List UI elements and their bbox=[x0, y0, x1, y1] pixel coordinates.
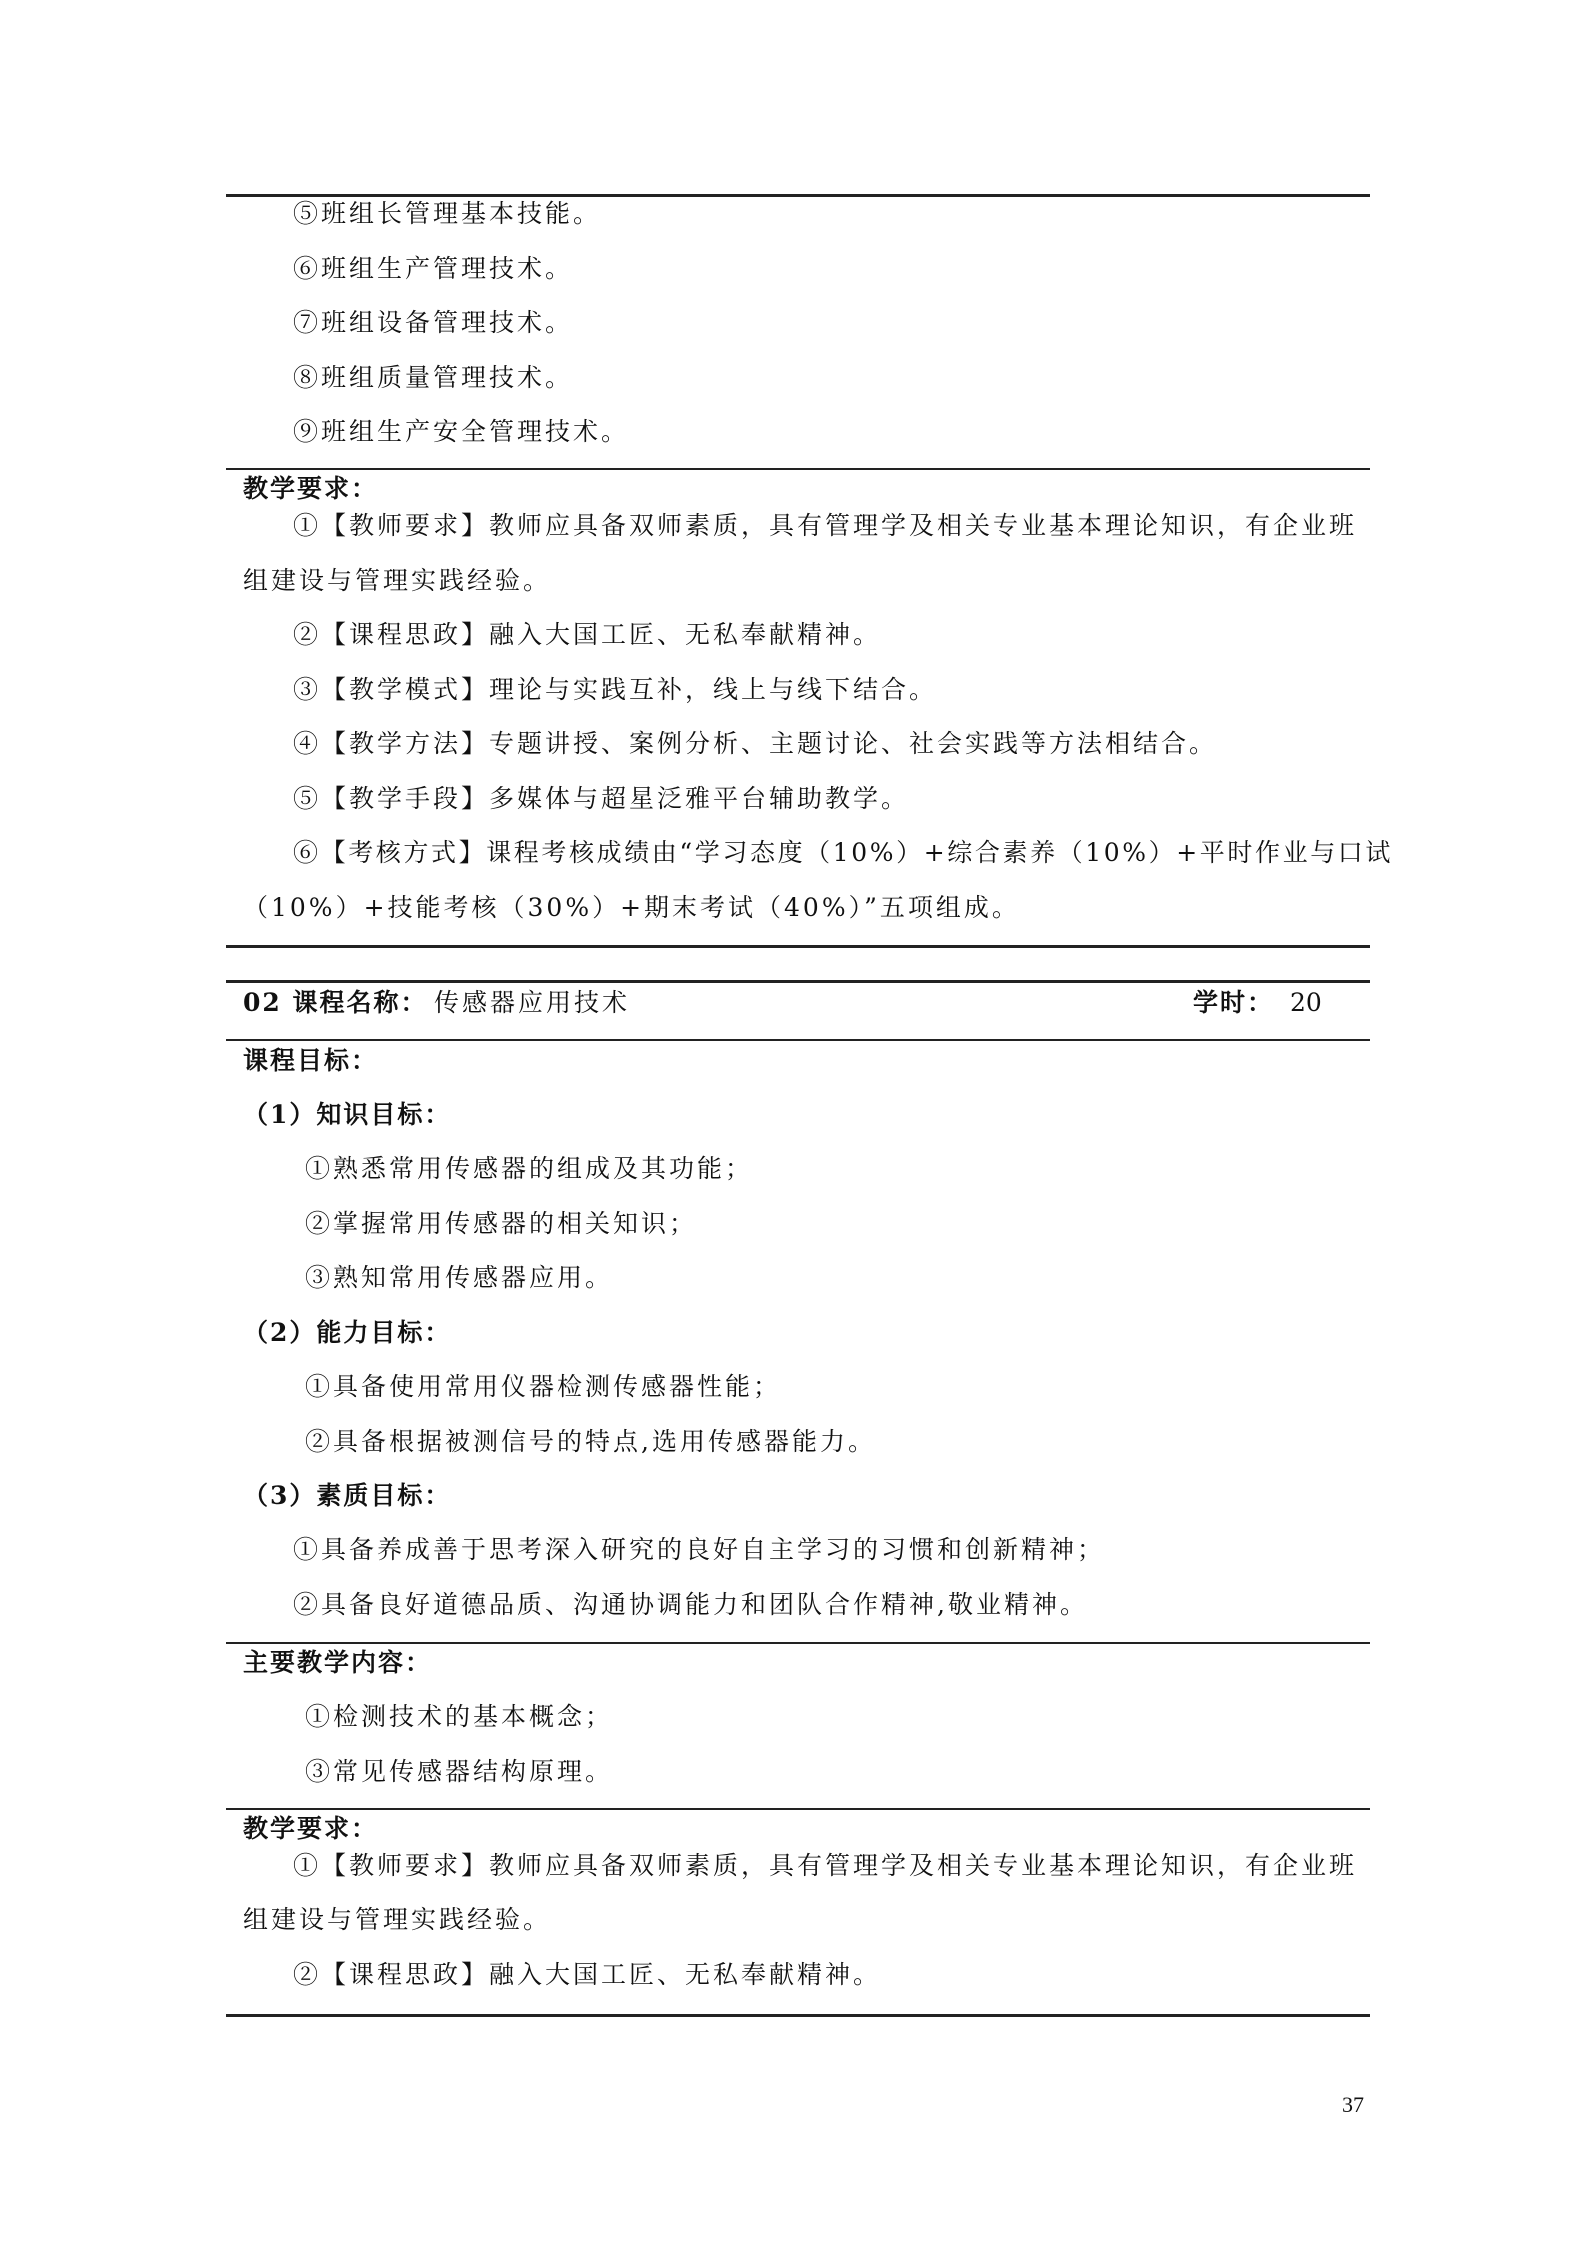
content-item: ③常见传感器结构原理。 bbox=[305, 1757, 614, 1786]
row-divider bbox=[226, 1039, 1370, 1041]
requirement-ideology: ②【课程思政】融入大国工匠、无私奉献精神。 bbox=[293, 620, 882, 649]
row-divider bbox=[226, 1642, 1370, 1644]
content-item: ⑤班组长管理基本技能。 bbox=[293, 199, 602, 228]
requirements-heading: 教学要求： bbox=[243, 1814, 379, 1843]
table-bottom-rule bbox=[226, 945, 1370, 948]
quality-heading: （3）素质目标： bbox=[243, 1481, 452, 1510]
content-heading: 主要教学内容： bbox=[243, 1648, 433, 1677]
requirement-teacher: ①【教师要求】教师应具备双师素质，具有管理学及相关专业基本理论知识，有企业班 bbox=[293, 1851, 1358, 1880]
course-name: 传感器应用技术 bbox=[434, 988, 631, 1017]
row-divider bbox=[226, 1808, 1370, 1810]
content-item: ⑧班组质量管理技术。 bbox=[293, 363, 574, 392]
content-item: ⑦班组设备管理技术。 bbox=[293, 308, 574, 337]
requirement-assessment-cont: （10%）+技能考核（30%）+期末考试（40%）”五项组成。 bbox=[243, 893, 1020, 922]
row-divider bbox=[226, 468, 1370, 470]
hours-label: 学时： bbox=[1193, 988, 1275, 1017]
knowledge-item: ③熟知常用传感器应用。 bbox=[305, 1263, 614, 1292]
hours-value: 20 bbox=[1290, 988, 1322, 1017]
course-number-label: 02 课程名称： bbox=[243, 988, 428, 1017]
objectives-heading: 课程目标： bbox=[243, 1046, 379, 1075]
requirement-means: ⑤【教学手段】多媒体与超星泛雅平台辅助教学。 bbox=[293, 784, 910, 813]
quality-item: ①具备养成善于思考深入研究的良好自主学习的习惯和创新精神； bbox=[293, 1535, 1106, 1564]
content-item: ①检测技术的基本概念； bbox=[305, 1702, 614, 1731]
requirement-teacher: ①【教师要求】教师应具备双师素质，具有管理学及相关专业基本理论知识，有企业班 bbox=[293, 511, 1358, 540]
quality-item: ②具备良好道德品质、沟通协调能力和团队合作精神,敬业精神。 bbox=[293, 1590, 1088, 1619]
requirement-mode: ③【教学模式】理论与实践互补，线上与线下结合。 bbox=[293, 675, 938, 704]
ability-item: ②具备根据被测信号的特点,选用传感器能力。 bbox=[305, 1427, 876, 1456]
knowledge-item: ①熟悉常用传感器的组成及其功能； bbox=[305, 1154, 754, 1183]
requirement-assessment: ⑥【考核方式】课程考核成绩由“学习态度（10%）+综合素养（10%）+平时作业与口试 bbox=[293, 838, 1394, 867]
requirement-ideology: ②【课程思政】融入大国工匠、无私奉献精神。 bbox=[293, 1960, 882, 1989]
knowledge-heading: （1）知识目标： bbox=[243, 1100, 452, 1129]
table-top-rule bbox=[226, 980, 1370, 983]
knowledge-item: ②掌握常用传感器的相关知识； bbox=[305, 1209, 698, 1238]
requirement-teacher-cont: 组建设与管理实践经验。 bbox=[243, 1905, 552, 1934]
requirement-teacher-cont: 组建设与管理实践经验。 bbox=[243, 566, 552, 595]
ability-item: ①具备使用常用仪器检测传感器性能； bbox=[305, 1372, 782, 1401]
content-item: ⑥班组生产管理技术。 bbox=[293, 254, 574, 283]
page-number: 37 bbox=[1342, 2092, 1364, 2117]
table-bottom-rule bbox=[226, 2014, 1370, 2017]
requirements-heading: 教学要求： bbox=[243, 474, 379, 503]
requirement-method: ④【教学方法】专题讲授、案例分析、主题讨论、社会实践等方法相结合。 bbox=[293, 729, 1218, 758]
ability-heading: （2）能力目标： bbox=[243, 1318, 452, 1347]
content-item: ⑨班组生产安全管理技术。 bbox=[293, 417, 630, 446]
